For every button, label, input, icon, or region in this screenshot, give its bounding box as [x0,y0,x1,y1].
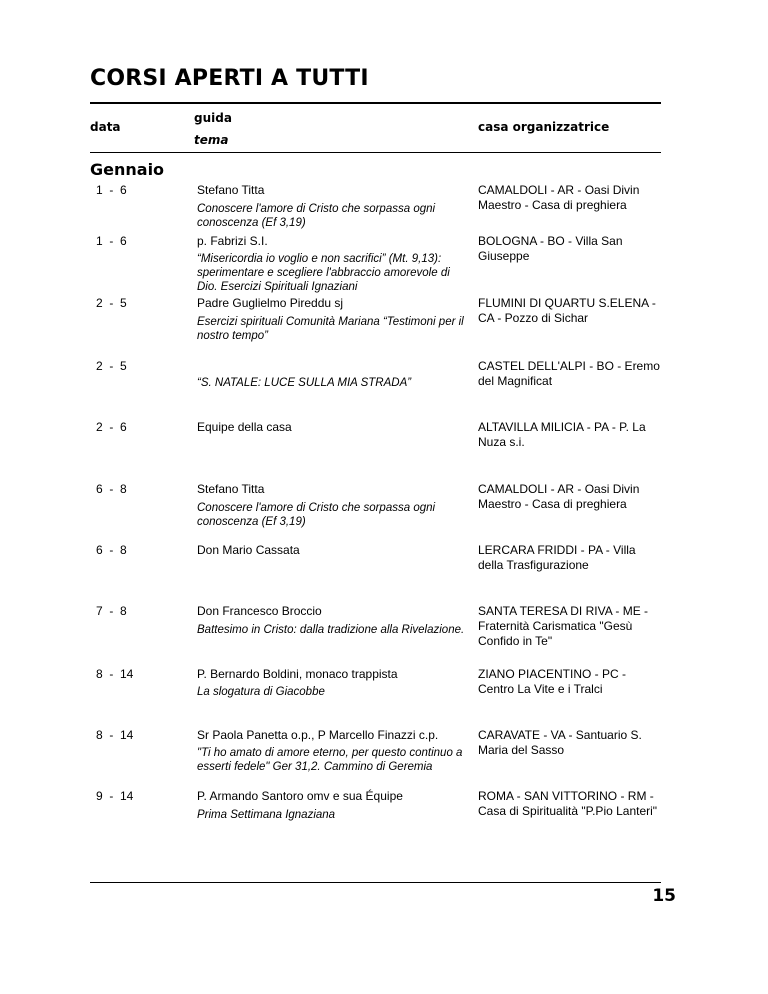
course-theme: “S. NATALE: LUCE SULLA MIA STRADA” [197,377,412,389]
course-theme: "Ti ho amato di amore eterno, per questo continuo a esserti fedele" Ger 31,2. Cammino di Geremia [197,747,463,773]
course-theme: Conoscere l'amore di Cristo che sorpassa ogni conoscenza (Ef 3,19) [197,203,436,229]
course-date: 9 - 14 [96,789,134,803]
course-guide: Don Mario Cassata [197,543,300,557]
course-house: BOLOGNA - BO - Villa San Giuseppe [478,234,623,263]
course-date: 6 - 8 [96,543,127,557]
course-guide: Don Francesco Broccio [197,604,322,618]
course-date: 1 - 6 [96,234,127,248]
course-date: 2 - 6 [96,420,127,434]
course-house: CARAVATE - VA - Santuario S. Maria del Sasso [478,728,642,757]
course-house: CASTEL DELL'ALPI - BO - Eremo del Magnificat [478,359,660,388]
course-theme: La slogatura di Giacobbe [197,686,325,698]
course-guide: Stefano Titta [197,482,265,496]
course-guide: Padre Guglielmo Pireddu sj [197,296,344,310]
course-theme: Battesimo in Cristo: dalla tradizione alla Rivelazione. [197,624,465,636]
course-house: ZIANO PIACENTINO - PC - Centro La Vite e i Tralci [478,667,627,696]
column-header-guida: guida [194,111,232,125]
page-number: 15 [652,886,676,906]
course-guide: Sr Paola Panetta o.p., P Marcello Finazzi c.p. [197,728,439,742]
course-guide: P. Bernardo Boldini, monaco trappista [197,667,398,681]
course-house: ALTAVILLA MILICIA - PA - P. La Nuza s.i. [478,420,646,449]
course-date: 2 - 5 [96,296,127,310]
course-date: 7 - 8 [96,604,127,618]
page-title: CORSI APERTI A TUTTI [90,66,369,91]
course-theme: Prima Settimana Ignaziana [197,809,336,821]
column-header-tema: tema [194,133,229,147]
column-header-data: data [90,120,121,134]
course-theme: “Misericordia io voglio e non sacrifici” (Mt. 9,13): sperimentare e scegliere l'abbraccio amorevole di Dio. Esercizi Spirituali Ignaziani [197,253,450,293]
course-house: LERCARA FRIDDI - PA - Villa della Trasfigurazione [478,543,636,572]
course-date: 8 - 14 [96,667,134,681]
course-date: 6 - 8 [96,482,127,496]
course-guide: P. Armando Santoro omv e sua Équipe [197,789,403,803]
course-house: CAMALDOLI - AR - Oasi Divin Maestro - Casa di preghiera [478,183,640,212]
course-date: 8 - 14 [96,728,134,742]
course-house: ROMA - SAN VITTORINO - RM - Casa di Spiritualità "P.Pio Lanteri" [478,789,658,818]
course-theme: Esercizi spirituali Comunità Mariana “Testimoni per il nostro tempo” [197,316,464,342]
course-guide: Equipe della casa [197,420,292,434]
column-header-casa: casa organizzatrice [478,120,610,134]
course-theme: Conoscere l'amore di Cristo che sorpassa ogni conoscenza (Ef 3,19) [197,502,436,528]
course-date: 2 - 5 [96,359,127,373]
course-house: SANTA TERESA DI RIVA - ME - Fraternità Carismatica "Gesù Confido in Te" [478,604,649,648]
course-house: FLUMINI DI QUARTU S.ELENA - CA - Pozzo di Sichar [478,296,656,325]
month-heading: Gennaio [90,160,165,179]
header-rule-bottom [90,152,661,153]
footer-rule [90,882,661,883]
header-rule-top [90,102,661,104]
course-guide: p. Fabrizi S.I. [197,234,268,248]
course-guide: Stefano Titta [197,183,265,197]
course-house: CAMALDOLI - AR - Oasi Divin Maestro - Casa di preghiera [478,482,640,511]
course-date: 1 - 6 [96,183,127,197]
